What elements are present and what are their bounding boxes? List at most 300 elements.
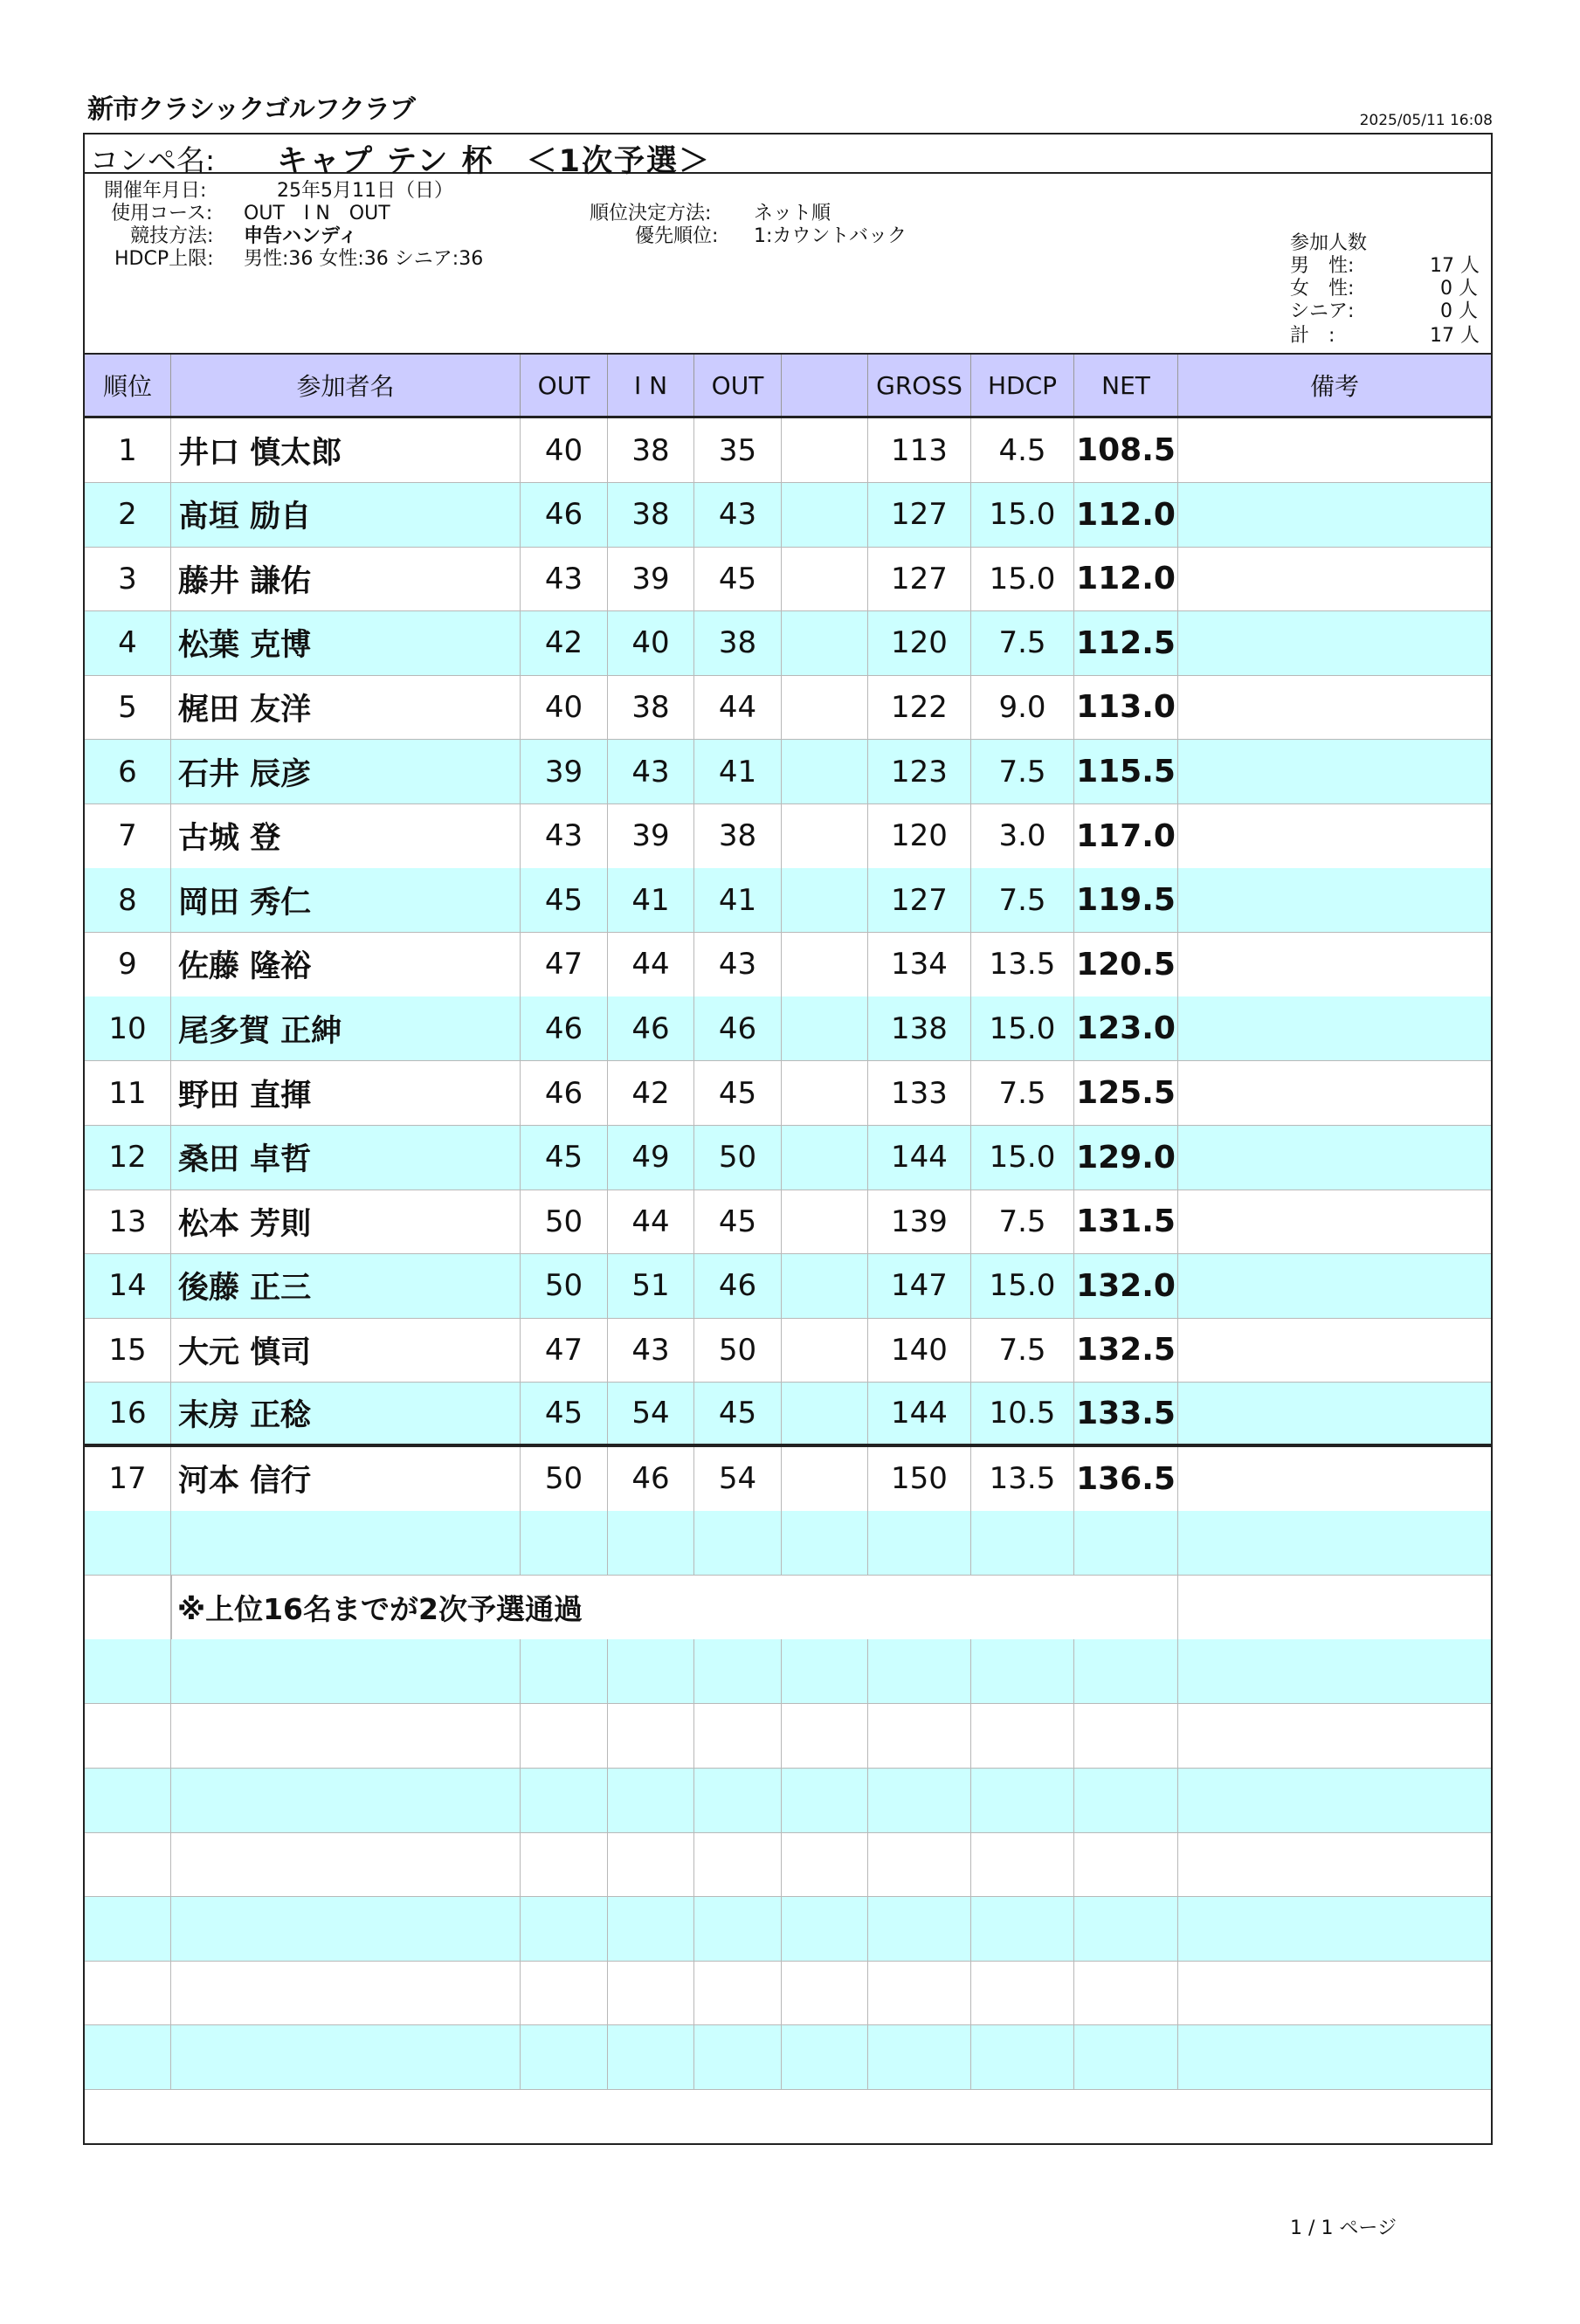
cell-net: 136.5 — [1074, 1447, 1178, 1511]
cell-rank: 10 — [85, 996, 171, 1060]
cell-hdcp — [971, 1769, 1074, 1832]
cell-in: 38 — [608, 675, 694, 739]
cell-remarks — [1178, 1126, 1491, 1190]
cell-name — [171, 1897, 521, 1961]
cell-out1: 43 — [521, 804, 608, 868]
cell-out1: 50 — [521, 1447, 608, 1511]
cell-out2 — [694, 1897, 782, 1961]
cell-in: 49 — [608, 1126, 694, 1190]
rank-method-label: 順位決定方法: — [590, 203, 712, 224]
cell-remarks — [1178, 933, 1491, 996]
cell-remarks — [1178, 1318, 1491, 1382]
cell-gross: 123 — [868, 740, 971, 803]
cell-rank: 11 — [85, 1061, 171, 1125]
empty-row — [85, 1832, 1491, 1897]
cell-rank: 13 — [85, 1190, 171, 1253]
cell-out1 — [521, 1639, 608, 1703]
cell-rank: 6 — [85, 740, 171, 803]
cell-blank — [782, 804, 868, 868]
cell-in: 51 — [608, 1254, 694, 1318]
cell-remarks — [1178, 483, 1491, 547]
cell-hdcp: 4.5 — [971, 418, 1074, 482]
cell-remarks — [1178, 996, 1491, 1060]
cell-gross — [868, 1961, 971, 2024]
cell-out1 — [521, 1511, 608, 1575]
cell-rank — [85, 1576, 171, 1639]
cell-gross: 147 — [868, 1254, 971, 1318]
date-label: 開催年月日: — [104, 180, 207, 202]
cell-out2: 50 — [694, 1318, 782, 1382]
cell-blank — [782, 1318, 868, 1382]
cell-out2: 45 — [694, 1383, 782, 1444]
cell-net: 113.0 — [1074, 675, 1178, 739]
cell-name — [171, 1832, 521, 1896]
cell-name — [171, 1511, 521, 1575]
cell-remarks — [1178, 547, 1491, 610]
col-remarks: 備考 — [1309, 372, 1359, 401]
cell-net — [1074, 1897, 1178, 1961]
table-row — [85, 1126, 1491, 1190]
empty-row — [85, 2090, 1491, 2324]
cell-net: 123.0 — [1074, 996, 1178, 1060]
cell-name: 松本 芳則 — [171, 1190, 521, 1253]
hdcp-value: 男性:36 女性:36 シニア:36 — [244, 248, 484, 270]
cell-hdcp — [971, 1639, 1074, 1703]
cell-hdcp: 7.5 — [971, 1061, 1074, 1125]
cell-rank: 14 — [85, 1254, 171, 1318]
cell-out1 — [521, 1704, 608, 1768]
empty-row — [85, 1576, 1491, 1640]
cell-hdcp: 15.0 — [971, 996, 1074, 1060]
cell-hdcp: 7.5 — [971, 1318, 1074, 1382]
cell-net — [1074, 1961, 1178, 2024]
cell-net: 125.5 — [1074, 1061, 1178, 1125]
cell-out2: 45 — [694, 547, 782, 610]
cell-in: 42 — [608, 1061, 694, 1125]
cell-hdcp — [971, 1897, 1074, 1961]
cell-remarks — [1178, 1447, 1491, 1511]
cell-rank — [85, 1639, 171, 1703]
cell-name: 河本 信行 — [171, 1447, 521, 1511]
count-total-label: 計 : — [1290, 325, 1335, 347]
table-row — [85, 804, 1491, 869]
cell-remarks — [1178, 1832, 1491, 1896]
cell-out2 — [694, 1639, 782, 1703]
cell-remarks — [1178, 611, 1491, 675]
cell-blank — [782, 1769, 868, 1832]
cell-name: 後藤 正三 — [171, 1254, 521, 1318]
cell-name: 古城 登 — [171, 804, 521, 868]
cell-out1: 47 — [521, 1318, 608, 1382]
table-row — [85, 996, 1491, 1061]
cell-hdcp: 9.0 — [971, 675, 1074, 739]
cell-hdcp: 10.5 — [971, 1383, 1074, 1444]
cell-rank: 16 — [85, 1383, 171, 1444]
cell-in: 39 — [608, 804, 694, 868]
cell-rank: 7 — [85, 804, 171, 868]
cell-blank — [782, 1126, 868, 1190]
table-row — [85, 740, 1491, 804]
cell-net: 132.5 — [1074, 1318, 1178, 1382]
cell-name: 佐藤 隆裕 — [171, 933, 521, 996]
cell-name: 松葉 克博 — [171, 611, 521, 675]
cell-name: 尾多賀 正紳 — [171, 996, 521, 1060]
cell-in: 43 — [608, 740, 694, 803]
count-female-value: 0 人 — [1440, 278, 1478, 300]
cell-name: 井口 慎太郎 — [171, 418, 521, 482]
cell-out2: 41 — [694, 740, 782, 803]
cell-out1: 47 — [521, 933, 608, 996]
cell-out1 — [521, 1832, 608, 1896]
cell-blank — [782, 675, 868, 739]
table-row — [85, 933, 1491, 997]
cell-name: 末房 正稔 — [171, 1383, 521, 1444]
cell-rank: 3 — [85, 547, 171, 610]
method-label: 競技方法: — [130, 225, 214, 247]
table-row — [85, 483, 1491, 548]
cell-blank — [782, 1383, 868, 1444]
cell-rank: 17 — [85, 1447, 171, 1511]
cell-out1: 46 — [521, 996, 608, 1060]
empty-row — [85, 1961, 1491, 2025]
cell-out1: 45 — [521, 868, 608, 932]
cell-net: 120.5 — [1074, 933, 1178, 996]
cell-blank — [782, 1639, 868, 1703]
cell-rank: 2 — [85, 483, 171, 547]
cell-in — [608, 1961, 694, 2024]
table-row — [85, 1190, 1491, 1254]
cell-gross: 120 — [868, 804, 971, 868]
cell-out2: 38 — [694, 804, 782, 868]
rank-method-value: ネット順 — [754, 203, 831, 224]
cell-out2: 38 — [694, 611, 782, 675]
qualification-note: ※上位16名までが2次予選通過 — [171, 1576, 1178, 1639]
col-gross: GROSS — [868, 355, 971, 416]
cell-out1: 45 — [521, 1126, 608, 1190]
cell-in: 39 — [608, 547, 694, 610]
cell-hdcp: 7.5 — [971, 1190, 1074, 1253]
cell-out2 — [694, 1511, 782, 1575]
cell-remarks — [1178, 418, 1491, 482]
cell-in: 54 — [608, 1383, 694, 1444]
cell-in: 44 — [608, 1190, 694, 1253]
cell-in: 43 — [608, 1318, 694, 1382]
cell-name: 岡田 秀仁 — [171, 868, 521, 932]
cell-out2: 50 — [694, 1126, 782, 1190]
competition-name: キャプ テン 杯 ＜1次予選＞ — [277, 144, 711, 179]
cell-hdcp: 13.5 — [971, 1447, 1074, 1511]
cell-name: 髙垣 励自 — [171, 483, 521, 547]
cell-out2 — [694, 1704, 782, 1768]
cell-name: 梶田 友洋 — [171, 675, 521, 739]
cell-remarks — [1178, 1704, 1491, 1768]
cell-gross: 140 — [868, 1318, 971, 1382]
hdcp-label: HDCP上限: — [114, 248, 214, 270]
col-rank: 順位 — [85, 355, 171, 416]
cell-out2: 43 — [694, 933, 782, 996]
cell-out1: 46 — [521, 1061, 608, 1125]
cell-out1: 50 — [521, 1254, 608, 1318]
cell-out2: 44 — [694, 675, 782, 739]
cell-rank — [85, 1897, 171, 1961]
count-senior-label: シニア: — [1290, 300, 1355, 322]
cell-hdcp — [971, 1704, 1074, 1768]
cell-remarks — [1178, 1769, 1491, 1832]
count-male-value: 17 人 — [1430, 255, 1480, 277]
cell-out2: 54 — [694, 1447, 782, 1511]
cell-name: 野田 直揮 — [171, 1061, 521, 1125]
table-row — [85, 1318, 1491, 1383]
cell-in — [608, 1511, 694, 1575]
table-row — [85, 1383, 1491, 1447]
empty-row — [85, 1511, 1491, 1576]
cell-gross — [868, 1511, 971, 1575]
cell-remarks — [1178, 868, 1491, 932]
table-row — [85, 675, 1491, 740]
priority-label: 優先順位: — [635, 225, 719, 247]
cell-name — [171, 2025, 521, 2089]
cell-hdcp — [971, 1832, 1074, 1896]
cell-in: 40 — [608, 611, 694, 675]
cell-gross: 144 — [868, 1126, 971, 1190]
cell-blank — [782, 1897, 868, 1961]
col-out1: OUT — [521, 355, 608, 416]
cell-in: 38 — [608, 418, 694, 482]
cell-hdcp: 3.0 — [971, 804, 1074, 868]
cell-hdcp — [971, 1961, 1074, 2024]
col-hdcp: HDCP — [971, 355, 1074, 416]
table-row — [85, 611, 1491, 676]
cell-hdcp: 13.5 — [971, 933, 1074, 996]
cell-net: 108.5 — [1074, 418, 1178, 482]
cell-out1: 45 — [521, 1383, 608, 1444]
cell-gross — [868, 2025, 971, 2089]
cell-gross: 138 — [868, 996, 971, 1060]
cell-gross: 127 — [868, 547, 971, 610]
cell-rank: 8 — [85, 868, 171, 932]
cell-remarks — [1178, 1511, 1491, 1575]
cell-gross: 122 — [868, 675, 971, 739]
cell-rank — [85, 2025, 171, 2089]
cell-in — [608, 1897, 694, 1961]
cell-rank — [85, 1961, 171, 2024]
cell-hdcp: 7.5 — [971, 611, 1074, 675]
cell-gross: 144 — [868, 1383, 971, 1444]
cell-out1 — [521, 2025, 608, 2089]
cell-rank — [85, 1832, 171, 1896]
competition-header — [85, 134, 1491, 179]
cell-blank — [782, 418, 868, 482]
cell-in: 41 — [608, 868, 694, 932]
cell-name: 藤井 謙佑 — [171, 547, 521, 610]
cell-in: 38 — [608, 483, 694, 547]
cell-net: 133.5 — [1074, 1383, 1178, 1444]
cell-hdcp — [971, 2025, 1074, 2089]
empty-row — [85, 2025, 1491, 2090]
cell-gross: 127 — [868, 483, 971, 547]
cell-out2: 46 — [694, 996, 782, 1060]
cell-blank — [782, 1511, 868, 1575]
cell-out2: 35 — [694, 418, 782, 482]
empty-row — [85, 1704, 1491, 1769]
cell-blank — [782, 1061, 868, 1125]
cell-out2 — [694, 1769, 782, 1832]
cell-gross: 113 — [868, 418, 971, 482]
cell-gross — [868, 1704, 971, 1768]
course-value: OUT I N OUT — [244, 203, 390, 224]
cell-rank: 1 — [85, 418, 171, 482]
empty-row — [85, 1897, 1491, 1962]
cell-hdcp — [971, 1511, 1074, 1575]
priority-value: 1:カウントバック — [754, 225, 907, 247]
cell-net: 132.0 — [1074, 1254, 1178, 1318]
col-in: I N — [608, 355, 694, 416]
table-row — [85, 1254, 1491, 1319]
cell-net — [1074, 1769, 1178, 1832]
count-male-label: 男 性: — [1290, 255, 1355, 277]
page-number: 1 / 1 ページ — [1290, 2217, 1397, 2239]
count-total-value: 17 人 — [1430, 325, 1480, 347]
count-female-label: 女 性: — [1290, 278, 1355, 300]
cell-in — [608, 1769, 694, 1832]
cell-net — [1074, 1704, 1178, 1768]
cell-blank — [782, 611, 868, 675]
cell-blank — [782, 2025, 868, 2089]
col-blank — [782, 355, 868, 416]
cell-out1: 40 — [521, 418, 608, 482]
method-value: 申告ハンディ — [244, 225, 358, 247]
cell-blank — [782, 1447, 868, 1511]
cell-in — [608, 1639, 694, 1703]
cell-out2 — [694, 1961, 782, 2024]
table-row — [85, 1447, 1491, 1512]
cell-blank — [782, 547, 868, 610]
cell-in — [608, 1832, 694, 1896]
cell-net: 119.5 — [1074, 868, 1178, 932]
cell-in: 46 — [608, 1447, 694, 1511]
cell-gross: 133 — [868, 1061, 971, 1125]
cell-gross: 120 — [868, 611, 971, 675]
cell-blank — [782, 1190, 868, 1253]
cell-in — [608, 1704, 694, 1768]
cell-rank — [85, 1511, 171, 1575]
cell-blank — [782, 1704, 868, 1768]
cell-name: 石井 辰彦 — [171, 740, 521, 803]
cell-out2: 41 — [694, 868, 782, 932]
cell-gross — [868, 1897, 971, 1961]
count-senior-value: 0 人 — [1440, 300, 1478, 322]
cell-net: 115.5 — [1074, 740, 1178, 803]
cell-remarks — [1178, 1254, 1491, 1318]
cell-blank — [782, 996, 868, 1060]
cell-out1 — [521, 1769, 608, 1832]
cell-remarks — [1178, 675, 1491, 739]
cell-hdcp: 15.0 — [971, 1254, 1074, 1318]
cell-name — [171, 1639, 521, 1703]
cell-blank — [782, 483, 868, 547]
cell-out1: 39 — [521, 740, 608, 803]
cell-blank — [782, 868, 868, 932]
cell-out1: 46 — [521, 483, 608, 547]
cell-rank — [85, 1769, 171, 1832]
cell-rank — [85, 1704, 171, 1768]
cell-remarks — [1178, 740, 1491, 803]
cell-name — [171, 1961, 521, 2024]
table-header — [85, 355, 1491, 418]
club-name: 新市クラシックゴルフクラブ — [87, 94, 415, 125]
cell-blank — [782, 1832, 868, 1896]
cell-remarks — [1178, 1961, 1491, 2024]
table-row — [85, 547, 1491, 611]
cell-out2 — [694, 2025, 782, 2089]
cell-out1: 43 — [521, 547, 608, 610]
cell-hdcp: 7.5 — [971, 868, 1074, 932]
cell-out2: 43 — [694, 483, 782, 547]
cell-net: 117.0 — [1074, 804, 1178, 868]
competition-label: コンペ名: — [90, 143, 216, 177]
cell-gross: 134 — [868, 933, 971, 996]
col-name: 参加者名 — [171, 355, 521, 416]
empty-row — [85, 1769, 1491, 1833]
empty-row — [85, 1639, 1491, 1704]
cell-gross — [868, 1832, 971, 1896]
cell-name: 大元 慎司 — [171, 1318, 521, 1382]
cell-out2: 45 — [694, 1061, 782, 1125]
cell-rank: 12 — [85, 1126, 171, 1190]
cell-rank: 5 — [85, 675, 171, 739]
cell-blank — [782, 740, 868, 803]
cell-net: 131.5 — [1074, 1190, 1178, 1253]
cell-net: 129.0 — [1074, 1126, 1178, 1190]
cell-gross: 139 — [868, 1190, 971, 1253]
cell-net — [1074, 1511, 1178, 1575]
cell-hdcp: 15.0 — [971, 547, 1074, 610]
cell-rank: 15 — [85, 1318, 171, 1382]
cell-blank — [782, 1254, 868, 1318]
cell-name — [171, 1704, 521, 1768]
cell-net — [1074, 1832, 1178, 1896]
table-row — [85, 418, 1491, 483]
cell-rank: 4 — [85, 611, 171, 675]
cell-net: 112.5 — [1074, 611, 1178, 675]
cell-out1: 40 — [521, 675, 608, 739]
results-sheet — [83, 133, 1493, 2145]
course-label: 使用コース: — [111, 203, 213, 224]
cell-remarks — [1178, 1190, 1491, 1253]
cell-hdcp: 15.0 — [971, 1126, 1074, 1190]
cell-remarks — [1178, 1639, 1491, 1703]
date-value: 25年5月11日（日） — [277, 180, 453, 202]
cell-net: 112.0 — [1074, 483, 1178, 547]
cell-remarks — [1178, 1383, 1491, 1444]
cell-out1: 42 — [521, 611, 608, 675]
col-out2: OUT — [694, 355, 782, 416]
cell-remarks — [1178, 1897, 1491, 1961]
cell-rank: 9 — [85, 933, 171, 996]
cell-out2 — [694, 1832, 782, 1896]
cell-net — [1074, 1639, 1178, 1703]
cell-name: 桑田 卓哲 — [171, 1126, 521, 1190]
cell-name — [171, 1769, 521, 1832]
cell-out1 — [521, 1897, 608, 1961]
cell-gross: 127 — [868, 868, 971, 932]
cell-blank — [782, 1961, 868, 2024]
cell-remarks — [1178, 1061, 1491, 1125]
cell-remarks — [1178, 2025, 1491, 2089]
cell-hdcp: 15.0 — [971, 483, 1074, 547]
cell-out2: 46 — [694, 1254, 782, 1318]
cell-gross: 150 — [868, 1447, 971, 1511]
